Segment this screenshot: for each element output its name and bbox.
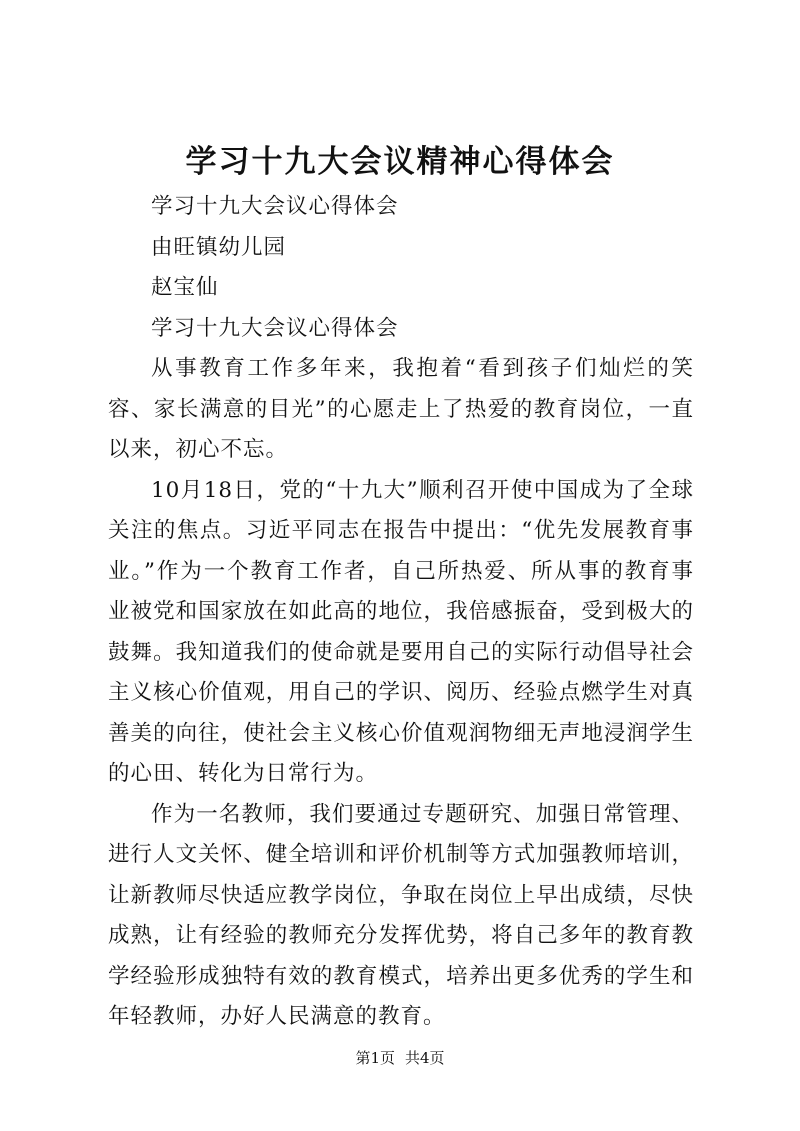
total-pages: 共4页 <box>405 1049 445 1067</box>
document-body <box>108 187 694 1038</box>
page-footer <box>0 1048 800 1068</box>
paragraph: 从事教育工作多年来，我抱着“看到孩子们灿烂的笑容、家长满意的目光”的心愿走上了热爱的教育岗位，一直以来，初心不忘。 <box>108 356 694 462</box>
paragraph: 10月18日，党的“十九大”顺利召开使中国成为了全球关注的焦点。习近平同志在报告中提出：“优先发展教育事业。”作为一个教育工作者，自己所热爱、所从事的教育事业被党和国家放在如此高的地位，我倍感振奋，受到极大的鼓舞。我知道我们的使命就是要用自己的实际行动倡导社会主义核心价值观，用自己的学识、阅历、经验点燃学生对真善美的向往，使社会主义核心价值观润物细无声地浸润学生的心田、转化为日常行为。 <box>108 477 694 786</box>
school-name: 由旺镇幼儿园 <box>151 234 287 260</box>
page-number: 第1页 <box>355 1049 395 1067</box>
paragraph: 作为一名教师，我们要通过专题研究、加强日常管理、进行人文关怀、健全培训和评价机制等方式加强教师培训，让新教师尽快适应教学岗位，争取在岗位上早出成绩，尽快成熟，让有经验的教师充分发挥优势，将自己多年的教育教学经验形成独特有效的教育模式，培养出更多优秀的学生和年轻教师，办好人民满意的教育。 <box>108 801 694 1029</box>
page-title: 学习十九大会议精神心得体会 <box>185 144 615 180</box>
subtitle-line: 学习十九大会议心得体会 <box>151 194 399 219</box>
author-name: 赵宝仙 <box>151 275 219 300</box>
section-heading: 学习十九大会议心得体会 <box>151 315 399 341</box>
